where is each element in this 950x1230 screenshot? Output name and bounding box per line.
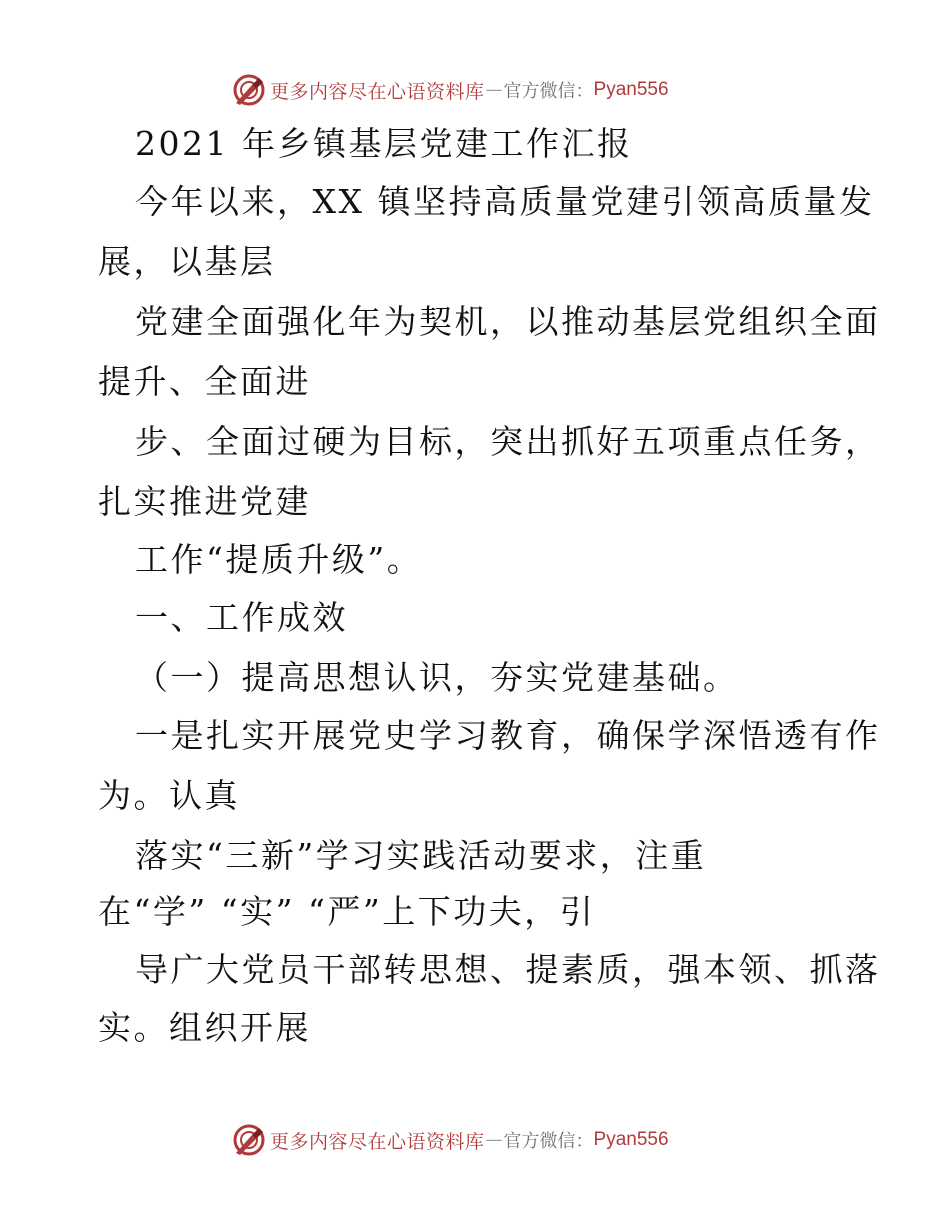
header-promo-text: 更多内容尽在心语资料库 [270,80,485,103]
paragraph-line: 在“学” “实” “严”上下功夫，引 [98,892,596,931]
subsection-heading: （一）提高思想认识，夯实党建基础。 [135,658,739,697]
footer-banner [232,1120,669,1160]
paragraph-line: 提升、全面进 [98,362,311,401]
pen-logo-icon [232,1123,266,1157]
paragraph-line: 扎实推进党建 [98,482,311,521]
paragraph-line: 今年以来，XX 镇坚持高质量党建引领高质量发 [135,182,875,221]
paragraph-line: 党建全面强化年为契机，以推动基层党组织全面 [135,302,881,341]
header-separator: — [485,80,503,100]
pen-logo-icon [232,73,266,107]
paragraph-line: 实。组织开展 [98,1008,311,1047]
paragraph-line: 为。认真 [98,776,240,815]
document-title: 2021 年乡镇基层党建工作汇报 [135,124,633,163]
header-wechat-id: Pyan556 [593,79,669,100]
paragraph-line: 工作“提质升级”。 [135,540,423,579]
paragraph-line: 落实“三新”学习实践活动要求，注重 [135,836,707,875]
footer-contact-label: 官方微信： [503,1131,594,1152]
header-banner [232,70,669,110]
paragraph-line: 步、全面过硬为目标，突出抓好五项重点任务， [135,422,881,461]
paragraph-line: 展，以基层 [98,242,276,281]
footer-promo-text: 更多内容尽在心语资料库 [270,1130,485,1153]
paragraph-line: 一是扎实开展党史学习教育，确保学深悟透有作 [135,716,881,755]
section-heading: 一、工作成效 [135,598,348,637]
footer-separator: — [485,1130,503,1150]
paragraph-line: 导广大党员干部转思想、提素质，强本领、抓落 [135,950,881,989]
footer-wechat-id: Pyan556 [593,1129,669,1150]
header-contact-label: 官方微信： [503,81,594,102]
